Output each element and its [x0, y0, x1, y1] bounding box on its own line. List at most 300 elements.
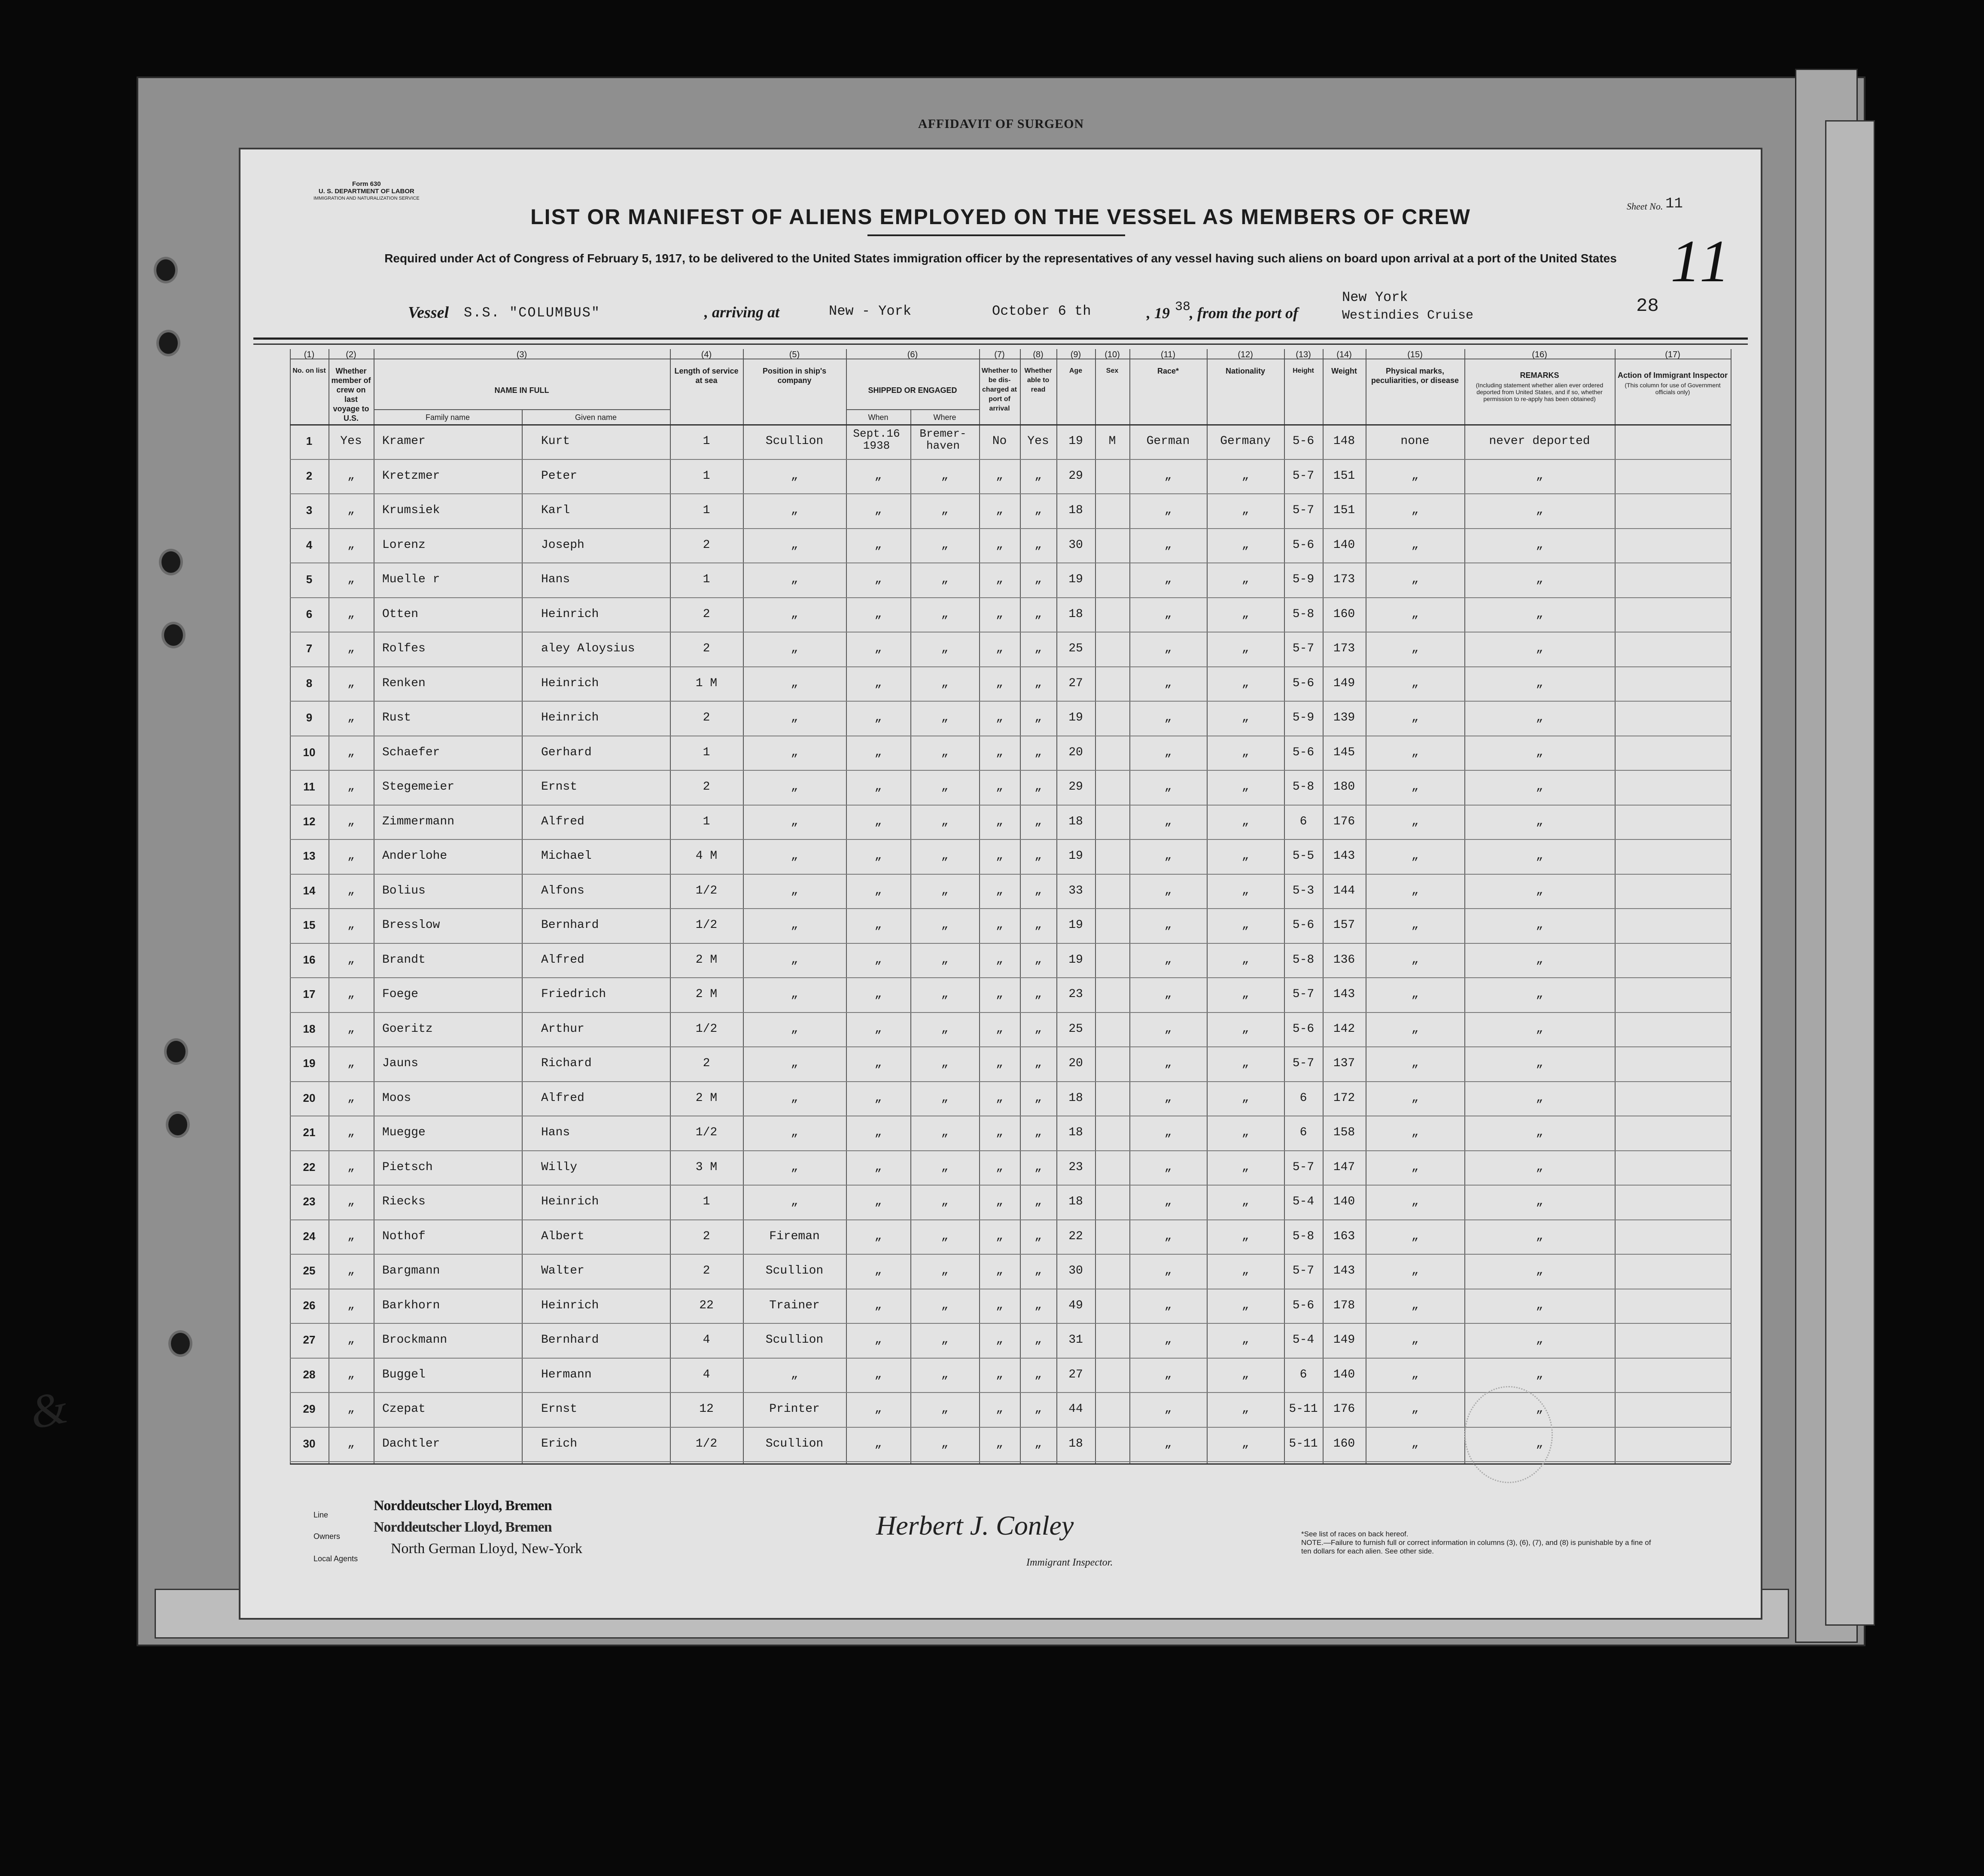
cell-when: „ — [874, 884, 882, 897]
cell-nationality: „ — [1242, 1022, 1249, 1036]
cell-service: 2 — [703, 1057, 710, 1070]
vessel-label: Vessel — [408, 304, 449, 322]
cell-family: Jauns — [382, 1057, 419, 1070]
cell-service: 1 — [703, 1195, 710, 1208]
back-sheet-edge — [1825, 120, 1875, 1626]
cell-age: 25 — [1068, 642, 1083, 655]
cell-age: 29 — [1068, 469, 1083, 483]
cell-read: „ — [1035, 469, 1042, 483]
cell-position: „ — [791, 1160, 798, 1174]
cell-prev: „ — [347, 469, 355, 483]
cell-family: Nothof — [382, 1229, 426, 1243]
cell-remarks: „ — [1536, 1402, 1543, 1416]
cell-height: 5-7 — [1292, 988, 1315, 1001]
cell-read: „ — [1035, 1264, 1042, 1277]
cell-discharged: „ — [996, 918, 1003, 932]
cell-service: 2 — [703, 1229, 710, 1243]
cell-height: 5-8 — [1292, 780, 1315, 794]
column-rule — [1615, 349, 1616, 1463]
cell-no: 3 — [306, 504, 313, 517]
cell-service: 2 M — [695, 953, 718, 967]
cell-race: „ — [1164, 1057, 1172, 1070]
cell-read: „ — [1035, 780, 1042, 794]
cell-when: „ — [874, 1333, 882, 1347]
column-header: Whether able to read — [1024, 367, 1052, 393]
cell-discharged: „ — [996, 1229, 1003, 1243]
cell-marks: „ — [1411, 1402, 1419, 1416]
cell-prev: „ — [347, 711, 355, 724]
cell-age: 19 — [1068, 953, 1083, 967]
cell-prev: „ — [347, 573, 355, 586]
cell-prev: Yes — [340, 435, 362, 448]
column-header: Height — [1293, 367, 1314, 374]
cell-nationality: „ — [1242, 1057, 1249, 1070]
cell-position: „ — [791, 1368, 798, 1381]
cell-nationality: „ — [1242, 884, 1249, 897]
row-rule — [290, 493, 1731, 494]
cell-position: „ — [791, 676, 798, 690]
cell-weight: 157 — [1333, 918, 1355, 932]
cell-race: „ — [1164, 1437, 1172, 1450]
cell-nationality: Germany — [1220, 435, 1271, 448]
cell-discharged: „ — [996, 849, 1003, 863]
cell-given: Bernhard — [541, 1333, 599, 1347]
cell-race: „ — [1164, 1368, 1172, 1381]
cell-family: Foege — [382, 988, 419, 1001]
column-number: (16) — [1532, 350, 1547, 359]
cell-prev: „ — [347, 884, 355, 897]
cell-position: Scullion — [765, 1264, 824, 1277]
cell-nationality: „ — [1242, 1126, 1249, 1139]
cell-position: „ — [791, 988, 798, 1001]
cell-position: Trainer — [769, 1298, 820, 1312]
department-name: U. S. DEPARTMENT OF LABOR — [318, 188, 414, 195]
cell-weight: 151 — [1333, 469, 1355, 483]
cell-remarks: „ — [1536, 988, 1543, 1001]
cell-height: 6 — [1299, 1091, 1307, 1105]
cell-race: „ — [1164, 1402, 1172, 1416]
cell-remarks: „ — [1536, 607, 1543, 621]
cell-age: 19 — [1068, 849, 1083, 863]
cell-race: „ — [1164, 1229, 1172, 1243]
cell-given: Hans — [541, 573, 570, 586]
cell-discharged: „ — [996, 953, 1003, 967]
cell-remarks: „ — [1536, 1298, 1543, 1312]
column-number: (10) — [1105, 350, 1120, 359]
cell-race: „ — [1164, 745, 1172, 759]
cell-discharged: „ — [996, 1368, 1003, 1381]
cell-height: 5-8 — [1292, 1229, 1315, 1243]
cell-age: 19 — [1068, 573, 1083, 586]
cell-given: Ernst — [541, 780, 578, 794]
cell-race: „ — [1164, 1264, 1172, 1277]
cell-when: „ — [874, 504, 882, 517]
cell-no: 27 — [303, 1333, 316, 1346]
column-number: (2) — [346, 350, 356, 359]
cell-race: „ — [1164, 607, 1172, 621]
cell-position: „ — [791, 780, 798, 794]
cell-read: „ — [1035, 988, 1042, 1001]
cell-discharged: „ — [996, 1264, 1003, 1277]
cell-read: „ — [1035, 849, 1042, 863]
column-header: REMARKS — [1520, 371, 1559, 380]
cell-no: 25 — [303, 1264, 316, 1277]
cell-age: 27 — [1068, 676, 1083, 690]
cell-where: „ — [941, 918, 949, 932]
cell-where: „ — [941, 849, 949, 863]
cell-service: 1 — [703, 504, 710, 517]
cell-family: Zimmermann — [382, 815, 455, 828]
cell-family: Rust — [382, 711, 411, 724]
cell-service: 2 M — [695, 1091, 718, 1105]
cell-family: Otten — [382, 607, 419, 621]
cell-when: Sept.16 1938 — [853, 427, 900, 452]
cell-age: 19 — [1068, 711, 1083, 724]
cell-no: 20 — [303, 1091, 316, 1104]
sheet-no-label: Sheet No. — [1627, 201, 1663, 212]
cell-when: „ — [874, 1264, 882, 1277]
inspector-label: Immigrant Inspector. — [1026, 1557, 1113, 1568]
cell-given: Hans — [541, 1126, 570, 1139]
cell-read: „ — [1035, 1160, 1042, 1174]
cell-weight: 173 — [1333, 573, 1355, 586]
column-header: SHIPPED OR ENGAGED — [868, 386, 957, 395]
column-header: Whether member of crew on last voyage to U.S. — [331, 367, 371, 423]
cell-remarks: „ — [1536, 469, 1543, 483]
cell-remarks: „ — [1536, 1195, 1543, 1208]
cell-family: Renken — [382, 676, 426, 690]
cell-no: 16 — [303, 953, 316, 966]
cell-height: 5-7 — [1292, 504, 1315, 517]
cell-race: „ — [1164, 1298, 1172, 1312]
cell-given: Karl — [541, 504, 570, 517]
cell-where: „ — [941, 953, 949, 967]
cell-discharged: „ — [996, 1022, 1003, 1036]
column-number: (5) — [789, 350, 800, 359]
cell-weight: 149 — [1333, 676, 1355, 690]
cell-prev: „ — [347, 676, 355, 690]
row-rule — [290, 666, 1731, 667]
cell-where: „ — [941, 745, 949, 759]
cell-given: Arthur — [541, 1022, 584, 1036]
cell-weight: 143 — [1333, 849, 1355, 863]
cell-family: Czepat — [382, 1402, 426, 1416]
cell-height: 5-11 — [1289, 1402, 1318, 1416]
cell-nationality: „ — [1242, 676, 1249, 690]
cell-no: 12 — [303, 815, 316, 828]
cell-prev: „ — [347, 953, 355, 967]
cell-discharged: „ — [996, 745, 1003, 759]
cell-service: 3 M — [695, 1160, 718, 1174]
cell-service: 1/2 — [695, 1126, 718, 1139]
cell-read: „ — [1035, 1368, 1042, 1381]
cell-marks: „ — [1411, 469, 1419, 483]
cell-prev: „ — [347, 607, 355, 621]
cell-when: „ — [874, 815, 882, 828]
cell-nationality: „ — [1242, 1298, 1249, 1312]
cell-no: 14 — [303, 884, 316, 897]
row-rule — [290, 1185, 1731, 1186]
column-number: (3) — [516, 350, 527, 359]
cell-remarks: „ — [1536, 1022, 1543, 1036]
cell-no: 26 — [303, 1298, 316, 1312]
cell-read: „ — [1035, 1437, 1042, 1450]
cell-nationality: „ — [1242, 1333, 1249, 1347]
cell-read: „ — [1035, 884, 1042, 897]
cell-family: Kretzmer — [382, 469, 440, 483]
cell-marks: „ — [1411, 1195, 1419, 1208]
arriving-label: , arriving at — [704, 304, 780, 321]
cell-service: 1 — [703, 469, 710, 483]
cell-height: 5-3 — [1292, 884, 1315, 897]
vessel-name: S.S. "COLUMBUS" — [464, 305, 601, 321]
row-rule — [290, 874, 1731, 875]
cell-given: Richard — [541, 1057, 592, 1070]
header-bottom-rule — [290, 424, 1731, 426]
cell-given: Joseph — [541, 538, 584, 552]
cell-no: 8 — [306, 676, 313, 690]
cell-age: 18 — [1068, 815, 1083, 828]
cell-remarks: „ — [1536, 815, 1543, 828]
cell-service: 2 — [703, 607, 710, 621]
cell-position: Printer — [769, 1402, 820, 1416]
cell-service: 4 M — [695, 849, 718, 863]
column-number: (17) — [1665, 350, 1680, 359]
cell-prev: „ — [347, 1298, 355, 1312]
from-port-line2: Westindies Cruise — [1342, 308, 1474, 323]
cell-height: 5-7 — [1292, 642, 1315, 655]
cell-age: 25 — [1068, 1022, 1083, 1036]
cell-nationality: „ — [1242, 469, 1249, 483]
cell-where: „ — [941, 1368, 949, 1381]
cell-nationality: „ — [1242, 953, 1249, 967]
cell-age: 30 — [1068, 538, 1083, 552]
cell-remarks: „ — [1536, 884, 1543, 897]
cell-prev: „ — [347, 1057, 355, 1070]
cell-marks: „ — [1411, 918, 1419, 932]
cell-read: „ — [1035, 1126, 1042, 1139]
cell-no: 28 — [303, 1368, 316, 1381]
row-rule — [290, 1323, 1731, 1324]
cell-weight: 178 — [1333, 1298, 1355, 1312]
cell-race: „ — [1164, 1022, 1172, 1036]
cell-where: „ — [941, 1333, 949, 1347]
cell-family: Stegemeier — [382, 780, 455, 794]
embossed-seal — [1464, 1386, 1553, 1483]
cell-weight: 158 — [1333, 1126, 1355, 1139]
cell-family: Rolfes — [382, 642, 426, 655]
cell-discharged: „ — [996, 815, 1003, 828]
cell-remarks: „ — [1536, 573, 1543, 586]
cell-nationality: „ — [1242, 1264, 1249, 1277]
cell-nationality: „ — [1242, 780, 1249, 794]
punch-hole — [166, 1111, 190, 1138]
cell-prev: „ — [347, 745, 355, 759]
cell-where: „ — [941, 1022, 949, 1036]
cell-age: 29 — [1068, 780, 1083, 794]
cell-marks: „ — [1411, 1264, 1419, 1277]
cell-discharged: „ — [996, 988, 1003, 1001]
row-rule — [290, 977, 1731, 978]
cell-when: „ — [874, 607, 882, 621]
row-rule — [290, 1081, 1731, 1082]
cell-given: Alfred — [541, 1091, 584, 1105]
cell-position: „ — [791, 815, 798, 828]
cell-nationality: „ — [1242, 607, 1249, 621]
cell-race: „ — [1164, 676, 1172, 690]
cell-marks: „ — [1411, 573, 1419, 586]
cell-race: „ — [1164, 884, 1172, 897]
cell-prev: „ — [347, 1160, 355, 1174]
cell-remarks: „ — [1536, 780, 1543, 794]
cell-read: „ — [1035, 642, 1042, 655]
cell-discharged: „ — [996, 1160, 1003, 1174]
cell-given: Albert — [541, 1229, 584, 1243]
cell-height: 5-7 — [1292, 1264, 1315, 1277]
row-rule — [290, 459, 1731, 460]
cell-read: „ — [1035, 745, 1042, 759]
cell-given: Alfred — [541, 953, 584, 967]
cell-weight: 137 — [1333, 1057, 1355, 1070]
cell-position: Scullion — [765, 1333, 824, 1347]
column-rule — [522, 409, 523, 1463]
cell-discharged: „ — [996, 676, 1003, 690]
cell-when: „ — [874, 1126, 882, 1139]
cell-marks: „ — [1411, 711, 1419, 724]
cell-height: 5-11 — [1289, 1437, 1318, 1450]
cell-no: 22 — [303, 1160, 316, 1174]
cell-no: 9 — [306, 711, 313, 724]
page-number: 28 — [1636, 295, 1659, 317]
cell-height: 5-9 — [1292, 711, 1315, 724]
cell-remarks: „ — [1536, 642, 1543, 655]
cell-family: Kramer — [382, 435, 426, 448]
form-header — [313, 180, 420, 202]
cell-height: 5-4 — [1292, 1195, 1315, 1208]
cell-read: „ — [1035, 1091, 1042, 1105]
cell-prev: „ — [347, 538, 355, 552]
line-label: Line — [313, 1511, 329, 1519]
row-rule — [290, 562, 1731, 563]
cell-read: „ — [1035, 953, 1042, 967]
cell-given: Erich — [541, 1437, 578, 1450]
cell-family: Brandt — [382, 953, 426, 967]
header-rule — [253, 344, 1748, 345]
cell-discharged: „ — [996, 1298, 1003, 1312]
cell-where: „ — [941, 711, 949, 724]
cell-remarks: „ — [1536, 504, 1543, 517]
cell-service: 2 — [703, 1264, 710, 1277]
cell-discharged: „ — [996, 1057, 1003, 1070]
cell-position: „ — [791, 1091, 798, 1105]
column-number: (14) — [1336, 350, 1352, 359]
cell-marks: „ — [1411, 1057, 1419, 1070]
row-rule — [290, 1219, 1731, 1220]
cell-height: 6 — [1299, 1126, 1307, 1139]
cell-read: „ — [1035, 815, 1042, 828]
cell-given: Peter — [541, 469, 578, 483]
cell-prev: „ — [347, 1264, 355, 1277]
cell-weight: 144 — [1333, 884, 1355, 897]
cell-read: „ — [1035, 538, 1042, 552]
row-rule — [290, 1046, 1731, 1047]
cell-no: 7 — [306, 642, 313, 655]
cell-where: „ — [941, 1057, 949, 1070]
column-subheader: Given name — [575, 413, 617, 422]
header-rule — [253, 337, 1748, 340]
cell-height: 5-6 — [1292, 745, 1315, 759]
cell-weight: 147 — [1333, 1160, 1355, 1174]
cell-marks: „ — [1411, 607, 1419, 621]
cell-age: 44 — [1068, 1402, 1083, 1416]
cell-position: „ — [791, 884, 798, 897]
cell-service: 1 — [703, 815, 710, 828]
cell-remarks: „ — [1536, 1057, 1543, 1070]
cell-age: 33 — [1068, 884, 1083, 897]
cell-nationality: „ — [1242, 745, 1249, 759]
cell-when: „ — [874, 573, 882, 586]
cell-age: 19 — [1068, 435, 1083, 448]
cell-age: 27 — [1068, 1368, 1083, 1381]
cell-marks: „ — [1411, 1229, 1419, 1243]
cell-age: 31 — [1068, 1333, 1083, 1347]
cell-age: 18 — [1068, 1091, 1083, 1105]
arrival-year: 38 — [1175, 300, 1191, 314]
cell-height: 5-8 — [1292, 953, 1315, 967]
cell-prev: „ — [347, 1368, 355, 1381]
cell-age: 18 — [1068, 607, 1083, 621]
cell-family: Muegge — [382, 1126, 426, 1139]
cell-discharged: „ — [996, 1126, 1003, 1139]
footer-notes — [1301, 1530, 1653, 1556]
cell-marks: „ — [1411, 1333, 1419, 1347]
cell-given: Heinrich — [541, 711, 599, 724]
cell-no: 29 — [303, 1402, 316, 1415]
cell-where: „ — [941, 573, 949, 586]
cell-age: 23 — [1068, 988, 1083, 1001]
cell-given: Michael — [541, 849, 592, 863]
cell-when: „ — [874, 988, 882, 1001]
cell-discharged: „ — [996, 642, 1003, 655]
cell-when: „ — [874, 1160, 882, 1174]
cell-marks: „ — [1411, 504, 1419, 517]
cell-read: „ — [1035, 1195, 1042, 1208]
cell-no: 6 — [306, 607, 313, 620]
cell-prev: „ — [347, 1437, 355, 1450]
cell-given: Heinrich — [541, 607, 599, 621]
column-subheader: Where — [933, 413, 956, 422]
cell-weight: 160 — [1333, 607, 1355, 621]
manifest-sheet — [240, 149, 1761, 1618]
owners-stamp: Norddeutscher Lloyd, Bremen — [374, 1519, 552, 1535]
cell-weight: 176 — [1333, 815, 1355, 828]
cell-family: Lorenz — [382, 538, 426, 552]
cell-service: 1/2 — [695, 1022, 718, 1036]
cell-nationality: „ — [1242, 1091, 1249, 1105]
cell-age: 49 — [1068, 1298, 1083, 1312]
cell-where: „ — [941, 607, 949, 621]
cell-family: Moos — [382, 1091, 411, 1105]
column-header: Physical marks, peculiarities, or disease — [1371, 367, 1459, 385]
cell-given: aley Aloysius — [541, 642, 635, 655]
cell-where: „ — [941, 1195, 949, 1208]
cell-nationality: „ — [1242, 711, 1249, 724]
cell-race: „ — [1164, 1333, 1172, 1347]
cell-discharged: „ — [996, 1333, 1003, 1347]
cell-read: „ — [1035, 607, 1042, 621]
row-rule — [290, 1358, 1731, 1359]
column-header: Age — [1069, 367, 1083, 374]
